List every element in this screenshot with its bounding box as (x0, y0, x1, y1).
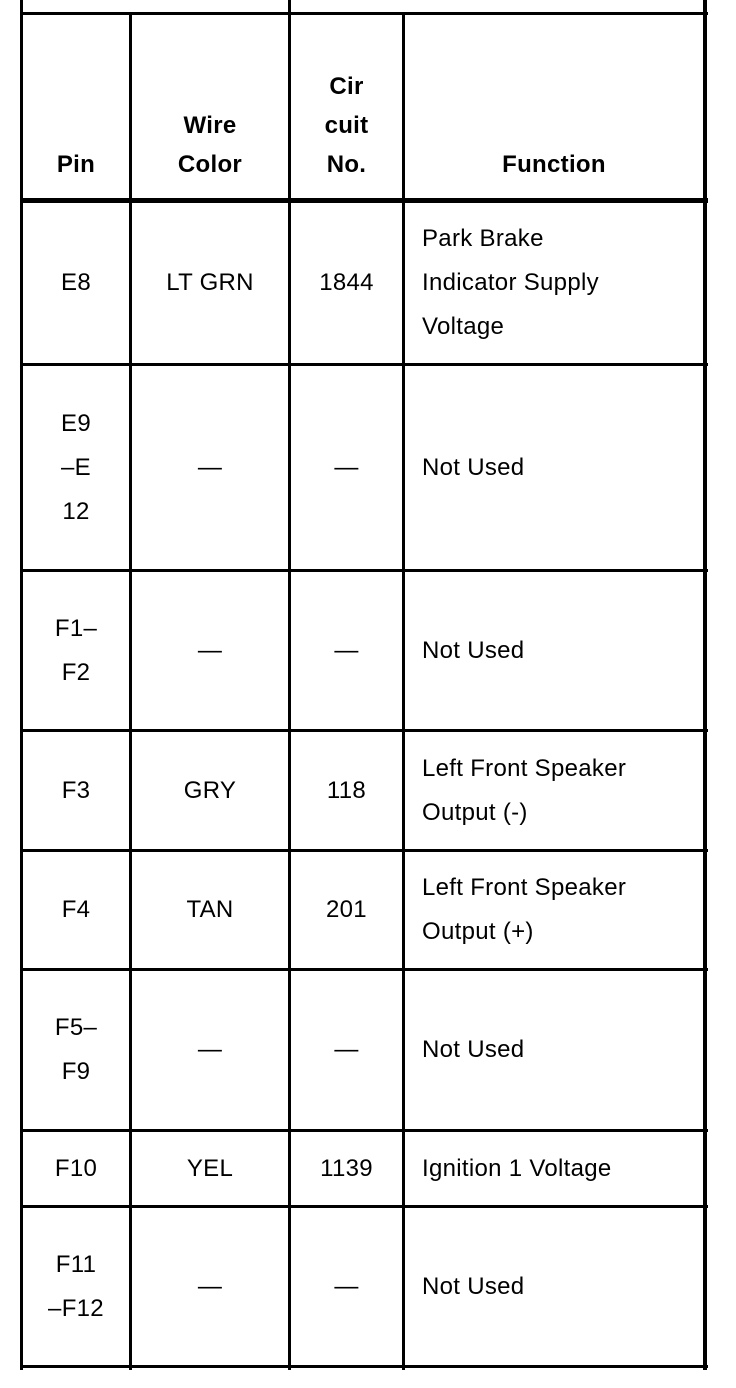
table-bottom-border (20, 1365, 708, 1368)
cell-circuit-no: — (334, 453, 359, 481)
cell-pin: F1– F2 (54, 614, 98, 686)
cell-pin: F11 –F12 (48, 1250, 104, 1322)
column-divider (703, 0, 707, 1370)
cell-function: Left Front Speaker Output (+) (422, 874, 627, 945)
cell-pin: F5– F9 (54, 1014, 98, 1085)
cell-function: Not Used (422, 1272, 525, 1300)
cell-pin: F10 (54, 1154, 98, 1182)
cell-wire-color: TAN (186, 896, 234, 923)
cell-function: Not Used (422, 636, 525, 664)
cell-circuit-no: — (334, 636, 359, 664)
cell-wire-color: — (197, 636, 223, 664)
cell-function: Ignition 1 Voltage (422, 1154, 612, 1182)
cell-circuit-no: 201 (326, 896, 367, 923)
header-circuit-no: Cir cuit No. (324, 73, 369, 178)
cell-circuit-no: — (334, 1272, 359, 1300)
header-function: Function (502, 151, 606, 178)
cell-circuit-no: 1139 (320, 1154, 373, 1182)
cell-pin: E9 –E 12 (61, 409, 91, 525)
cell-function: Park Brake Indicator Supply Voltage (422, 225, 599, 340)
header-pin: Pin (56, 151, 96, 178)
cell-wire-color: — (197, 1036, 223, 1063)
cell-pin: F4 (61, 896, 91, 923)
cell-circuit-no: — (334, 1036, 359, 1063)
cell-wire-color: — (197, 453, 223, 481)
cell-wire-color: GRY (183, 776, 237, 804)
cell-wire-color: YEL (186, 1154, 234, 1182)
cell-function: Left Front Speaker Output (-) (422, 754, 627, 826)
cell-circuit-no: 118 (326, 776, 367, 804)
cell-function: Not Used (422, 453, 525, 481)
cell-pin: F3 (61, 776, 91, 804)
cell-wire-color: — (197, 1272, 223, 1300)
header-wire-color: Wire Color (177, 112, 243, 178)
cell-circuit-no: 1844 (319, 269, 374, 296)
cell-wire-color: LT GRN (166, 269, 254, 296)
cell-pin: E8 (61, 269, 91, 296)
cell-function: Not Used (422, 1036, 525, 1063)
